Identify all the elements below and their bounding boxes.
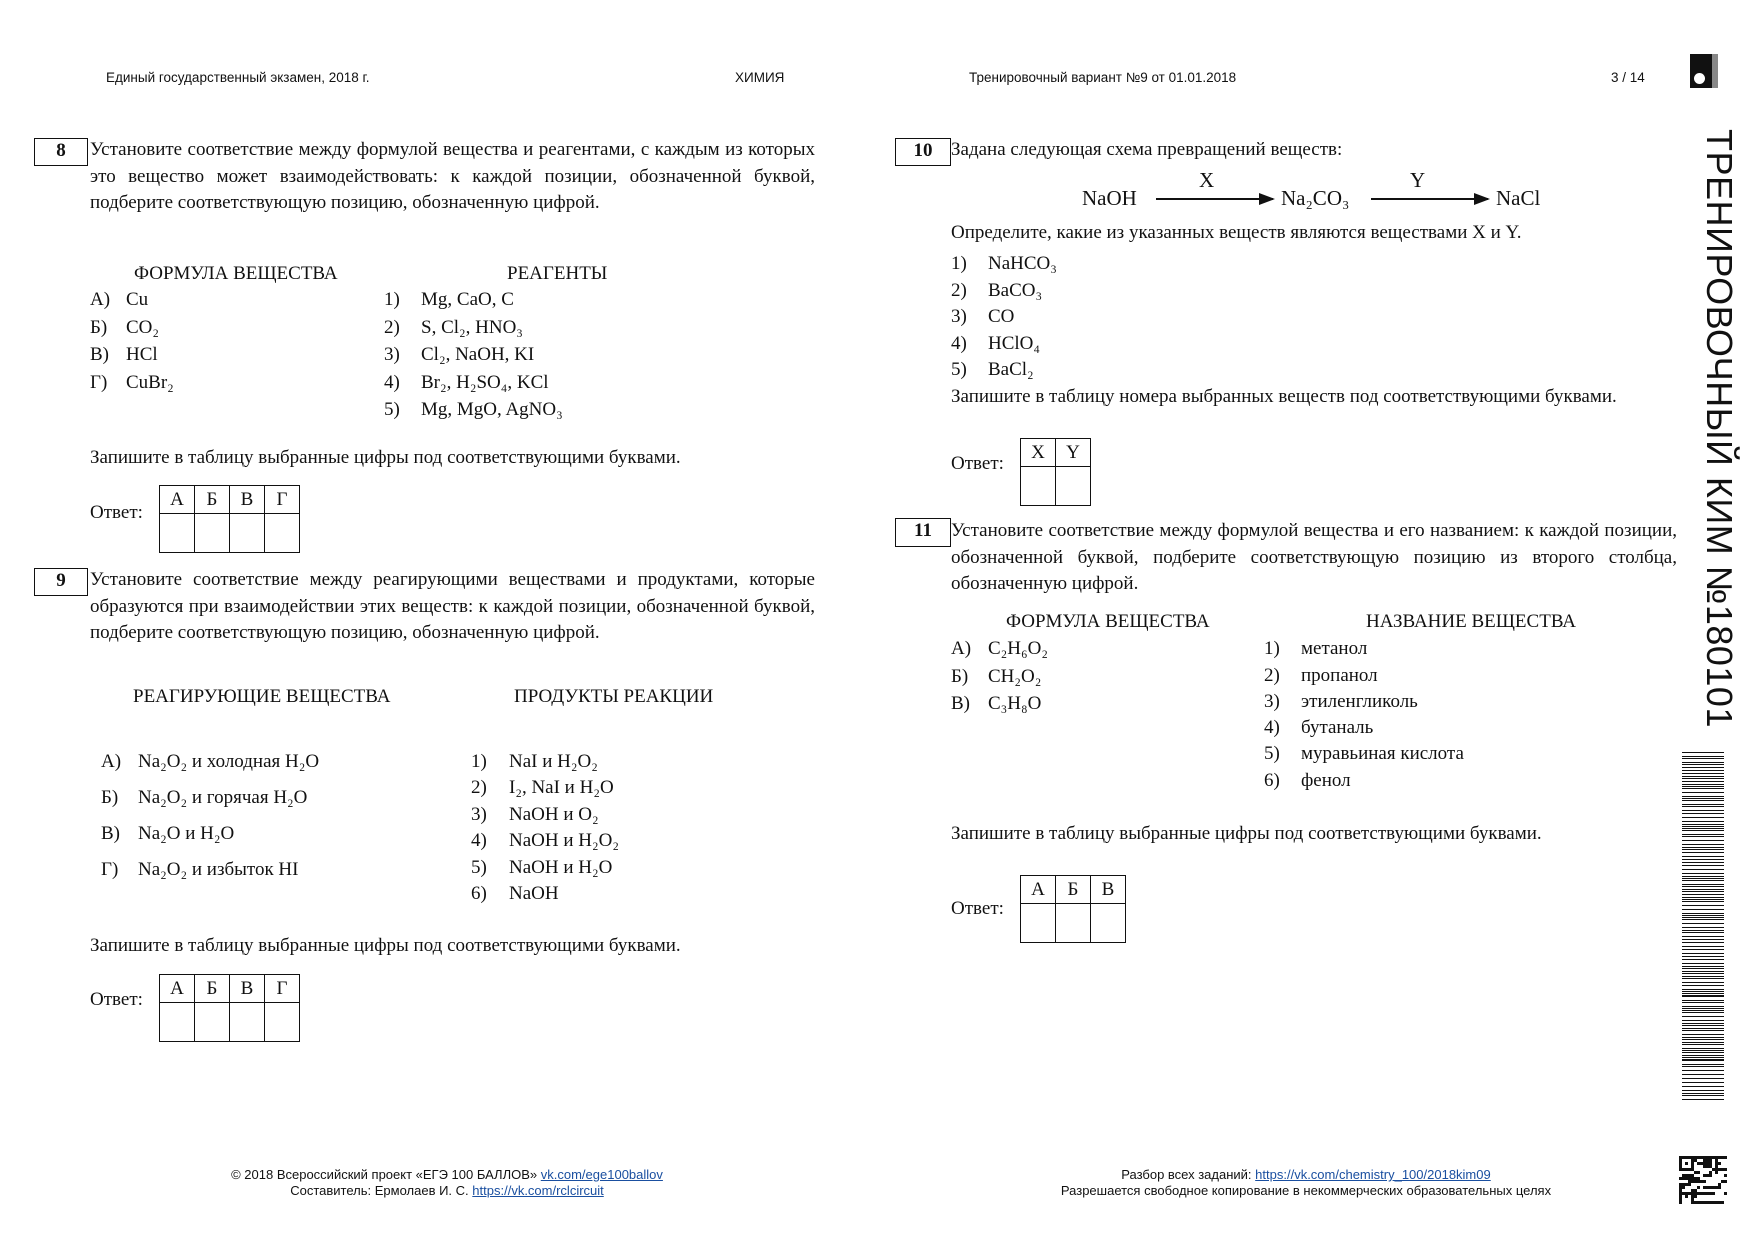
footer-link-vk-group[interactable]: vk.com/ege100ballov (540, 1167, 663, 1182)
q9-instruction: Запишите в таблицу выбранные цифры под соответствующими буквами. (90, 935, 681, 956)
scheme-start: NaOH (1082, 186, 1137, 210)
list-item-value: CO₂ (126, 317, 160, 338)
list-item-key: 3) (384, 344, 400, 365)
column-header: Г (265, 975, 300, 1003)
column-header: А (160, 975, 195, 1003)
list-item-value: S, Cl₂, HNO₃ (421, 317, 523, 338)
list-item-value: HCl (126, 344, 158, 365)
list-item-key: 6) (1264, 770, 1280, 791)
list-item-key: 5) (471, 857, 487, 878)
list-item-key: 4) (1264, 717, 1280, 738)
scheme-end: NaCl (1496, 186, 1541, 210)
footer-link-analysis[interactable]: https://vk.com/chemistry_100/2018kim09 (1255, 1167, 1491, 1182)
list-item-value: NaOH и O₂ (509, 804, 599, 825)
footer-analysis-label: Разбор всех заданий: (1121, 1167, 1252, 1182)
list-item-key: 5) (1264, 743, 1280, 764)
list-item-key: 3) (471, 804, 487, 825)
q10-text: Задана следующая схема превращений веществ: (951, 139, 1343, 160)
q9-text: Установите соответствие между реагирующими веществами и продуктами, которые образуются при взаимодействии этих веществ: к каждой позиции, обозначенной буквой, подберите соответствующую позицию, обозначенную цифрой. (90, 569, 815, 643)
answer-cell[interactable] (265, 1003, 300, 1042)
list-item-key: А) (90, 289, 111, 310)
list-item-value: NaOH и H₂O (509, 857, 613, 878)
answer-cell[interactable] (1056, 467, 1091, 506)
column-header: А (160, 486, 195, 514)
side-title: ТРЕНИРОВОЧНЫЙ КИМ №180101 (1699, 129, 1740, 728)
list-item-value: Mg, MgO, AgNO₃ (421, 399, 563, 420)
list-item-key: 2) (951, 280, 967, 301)
list-item-key: В) (951, 693, 970, 714)
list-item-key: 4) (951, 333, 967, 354)
list-item-value: BaCl₂ (988, 359, 1034, 380)
footer-right (1006, 1167, 1606, 1199)
list-item-key: Б) (951, 666, 969, 687)
column-header: В (230, 975, 265, 1003)
answer-cell[interactable] (195, 514, 230, 553)
q8-instruction: Запишите в таблицу выбранные цифры под соответствующими буквами. (90, 447, 681, 468)
column-header: Б (195, 975, 230, 1003)
q11-right-header: НАЗВАНИЕ ВЕЩЕСТВА (1366, 611, 1577, 632)
scheme-middle: Na₂CO₃ (1281, 186, 1350, 210)
list-item-key: 1) (951, 253, 967, 274)
list-item-key: 6) (471, 883, 487, 904)
q9-left-header: РЕАГИРУЮЩИЕ ВЕЩЕСТВА (133, 686, 391, 707)
list-item-value: Cu (126, 289, 149, 310)
list-item-value: муравьиная кислота (1301, 743, 1464, 764)
answer-cell[interactable] (1021, 904, 1056, 943)
q9-answer-table (159, 974, 300, 1042)
column-header: Y (1056, 439, 1091, 467)
q8-text: Установите соответствие между формулой вещества и реагентами, с каждым из которых это вещество может взаимодействовать: к каждой позиции, обозначенной буквой, подберите соответствующую позицию, обозначенную цифрой. (90, 139, 815, 213)
column-header: В (1091, 876, 1126, 904)
answer-cell[interactable] (1056, 904, 1091, 943)
scheme-y: Y (1410, 168, 1426, 192)
list-item-key: 2) (384, 317, 400, 338)
footer-link-author[interactable]: https://vk.com/rclcircuit (472, 1183, 604, 1198)
answer-label: Ответ: (951, 453, 1004, 474)
list-item-value: NaHCO₃ (988, 253, 1057, 274)
q8-right-header: РЕАГЕНТЫ (507, 263, 608, 284)
column-header: Б (1056, 876, 1091, 904)
corner-logo-icon (1690, 54, 1718, 88)
question-number-8: 8 (34, 138, 88, 166)
list-item-value: CH₂O₂ (988, 666, 1042, 687)
answer-cell[interactable] (230, 514, 265, 553)
q11-instruction: Запишите в таблицу выбранные цифры под соответствующими буквами. (951, 823, 1542, 844)
list-item-value: Na₂O и H₂O (138, 823, 235, 844)
footer-license: Разрешается свободное копирование в некоммерческих образовательных целях (1060, 1183, 1552, 1198)
page-number: 3 / 14 (1611, 70, 1645, 85)
exam-title: Единый государственный экзамен, 2018 г. (106, 70, 370, 85)
list-item-key: А) (101, 751, 122, 772)
list-item-value: метанол (1301, 638, 1368, 659)
list-item-value: Mg, CaO, C (421, 289, 514, 310)
list-item-value: этиленгликоль (1301, 691, 1418, 712)
q10-question: Определите, какие из указанных веществ являются веществами X и Y. (951, 222, 1522, 243)
list-item-value: бутаналь (1301, 717, 1374, 738)
list-item-key: 5) (951, 359, 967, 380)
q8-left-header: ФОРМУЛА ВЕЩЕСТВА (134, 263, 338, 284)
q11-left-header: ФОРМУЛА ВЕЩЕСТВА (1006, 611, 1210, 632)
list-item-key: Б) (90, 317, 108, 338)
scheme-x: X (1199, 168, 1215, 192)
list-item-key: В) (90, 344, 109, 365)
q10-answer-table (1020, 438, 1091, 506)
footer-copyright: © 2018 Всероссийский проект «ЕГЭ 100 БАЛЛОВ» (231, 1167, 538, 1182)
list-item-value: Na₂O₂ и холодная H₂O (138, 751, 320, 772)
list-item-key: 2) (471, 777, 487, 798)
list-item-value: C₃H₈O (988, 693, 1042, 714)
list-item-key: Г) (101, 859, 119, 880)
answer-label: Ответ: (951, 898, 1004, 919)
q11-answer-table (1020, 875, 1126, 943)
answer-cell[interactable] (160, 514, 195, 553)
list-item-key: Г) (90, 372, 108, 393)
arrow-icon (1156, 198, 1273, 200)
footer-left (147, 1167, 747, 1199)
list-item-value: I₂, NaI и H₂O (509, 777, 614, 798)
list-item-key: А) (951, 638, 972, 659)
column-header: X (1021, 439, 1056, 467)
question-number-10: 10 (895, 138, 951, 166)
list-item-key: 3) (1264, 691, 1280, 712)
list-item-key: 4) (384, 372, 400, 393)
q8-answer-table (159, 485, 300, 553)
question-number-9: 9 (34, 568, 88, 596)
list-item-value: CuBr₂ (126, 372, 174, 393)
list-item-value: Br₂, H₂SO₄, KCl (421, 372, 549, 393)
answer-label: Ответ: (90, 502, 143, 523)
subject-title: ХИМИЯ (735, 70, 785, 85)
footer-author: Составитель: Ермолаев И. С. (290, 1183, 469, 1198)
list-item-value: BaCO₃ (988, 280, 1043, 301)
list-item-value: пропанол (1301, 665, 1378, 686)
column-header: Б (195, 486, 230, 514)
answer-cell[interactable] (1091, 904, 1126, 943)
column-header: А (1021, 876, 1056, 904)
answer-cell[interactable] (230, 1003, 265, 1042)
list-item-value: NaI и H₂O₂ (509, 751, 598, 772)
list-item-value: NaOH и H₂O₂ (509, 830, 619, 851)
list-item-value: CO (988, 306, 1015, 327)
list-item-key: 3) (951, 306, 967, 327)
answer-cell[interactable] (195, 1003, 230, 1042)
answer-cell[interactable] (1021, 467, 1056, 506)
qr-code-icon (1679, 1156, 1727, 1204)
q11-text: Установите соответствие между формулой вещества и его названием: к каждой позиции, обозначенной буквой, подберите соответствующую позицию из второго столбца, обозначенную цифрой. (951, 520, 1677, 594)
list-item-key: 1) (471, 751, 487, 772)
q9-right-header: ПРОДУКТЫ РЕАКЦИИ (514, 686, 714, 707)
column-header: В (230, 486, 265, 514)
list-item-value: C₂H₆O₂ (988, 638, 1048, 659)
list-item-value: Na₂O₂ и избыток HI (138, 859, 299, 880)
list-item-value: HClO₄ (988, 333, 1041, 354)
answer-cell[interactable] (265, 514, 300, 553)
list-item-value: Cl₂, NaOH, KI (421, 344, 535, 365)
list-item-key: В) (101, 823, 120, 844)
column-header: Г (265, 486, 300, 514)
list-item-key: 2) (1264, 665, 1280, 686)
variant-title: Тренировочный вариант №9 от 01.01.2018 (969, 70, 1237, 85)
barcode-icon (1682, 752, 1724, 1102)
list-item-key: 4) (471, 830, 487, 851)
list-item-key: 5) (384, 399, 400, 420)
question-number-11: 11 (895, 518, 951, 547)
list-item-key: 1) (384, 289, 400, 310)
list-item-key: 1) (1264, 638, 1280, 659)
q10-instruction: Запишите в таблицу номера выбранных веществ под соответствующими буквами. (951, 386, 1617, 407)
list-item-value: фенол (1301, 770, 1351, 791)
list-item-value: Na₂O₂ и горячая H₂O (138, 787, 308, 808)
arrow-icon (1371, 198, 1488, 200)
answer-label: Ответ: (90, 989, 143, 1010)
list-item-value: NaOH (509, 883, 559, 904)
list-item-key: Б) (101, 787, 119, 808)
answer-cell[interactable] (160, 1003, 195, 1042)
